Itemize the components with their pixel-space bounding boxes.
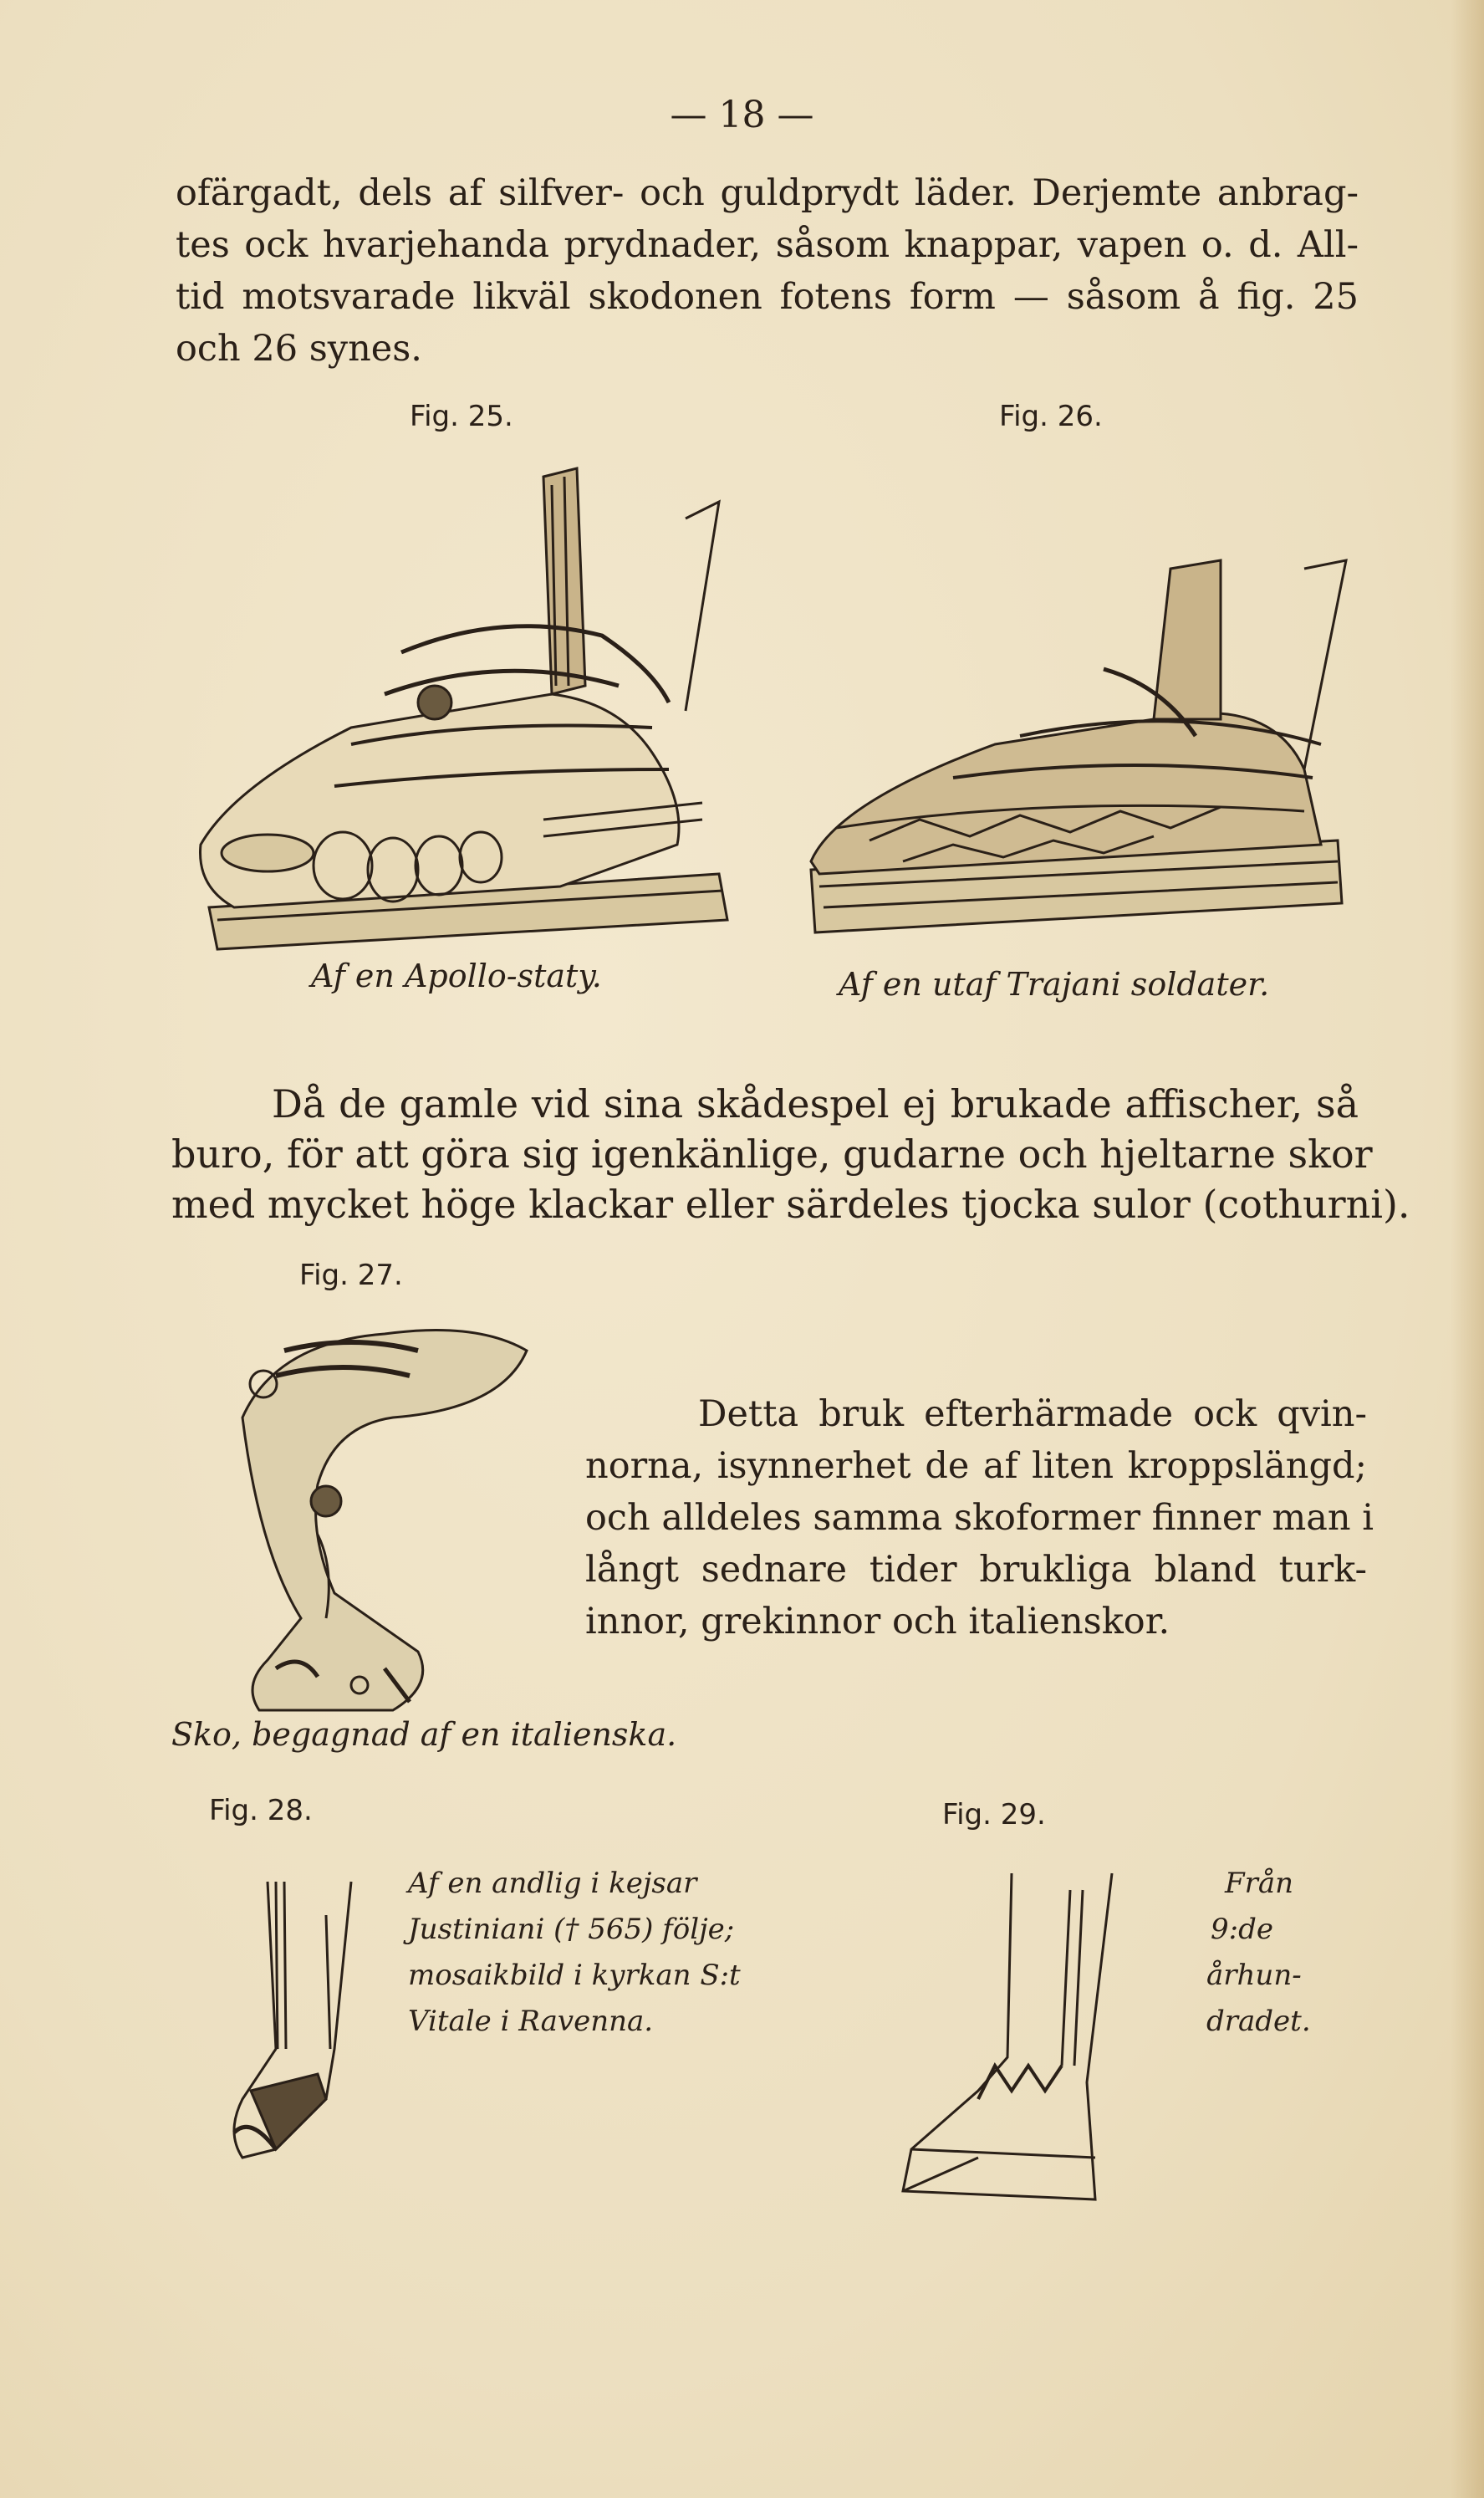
fig28-caption-line: Vitale i Ravenna. — [408, 2005, 654, 2038]
text-line: ofärgadt, dels af silfver- och guldprydt läder. Derjemte anbrag- — [176, 172, 1359, 214]
page-edge-shadow — [1451, 0, 1484, 2498]
fig29-label: Fig. 29. — [942, 1798, 1046, 1831]
fig27-caption: Sko, begagnad af en italienska. — [171, 1716, 677, 1753]
fig28-caption-line: mosaikbild i kyrkan S:t — [408, 1959, 741, 1992]
text-line: långt sednare tider brukliga bland turk- — [585, 1549, 1367, 1591]
text-line: Detta bruk efterhärmade ock qvin- — [698, 1393, 1367, 1435]
fig29-caption-line: dradet. — [1206, 2005, 1311, 2038]
fig26-label: Fig. 26. — [999, 400, 1103, 433]
text-line: och alldeles samma skoformer finner man i — [585, 1497, 1374, 1539]
fig29-caption-line: århun- — [1206, 1959, 1302, 1992]
fig28-mosaic-shoe-illustration — [226, 1882, 376, 2166]
text-line: innor, grekinnor och italienskor. — [585, 1601, 1170, 1642]
text-line: tid motsvarade likväl skodonen fotens form — såsom å fig. 25 — [176, 276, 1359, 318]
fig29-caption-line: Från — [1225, 1867, 1294, 1900]
fig25-caption: Af en Apollo-staty. — [311, 958, 602, 994]
fig25-sandal-illustration — [184, 452, 752, 953]
fig27-high-heeled-shoe-illustration — [226, 1317, 535, 1719]
fig28-caption-line: Justiniani († 565) följe; — [408, 1913, 735, 1946]
text-line: Då de gamle vid sina skådespel ej brukade affischer, så — [272, 1081, 1359, 1126]
fig26-caption: Af en utaf Trajani soldater. — [839, 966, 1270, 1003]
text-line: och 26 synes. — [176, 328, 422, 370]
text-line: med mycket höge klackar eller särdeles tjocka sulor (cothurni). — [171, 1182, 1410, 1227]
fig28-label: Fig. 28. — [209, 1794, 313, 1827]
text-line: norna, isynnerhet de af liten kroppslängd; — [585, 1445, 1367, 1487]
text-line: buro, för att göra sig igenkänlige, gudarne och hjeltarne skor — [171, 1132, 1373, 1177]
page-number: — 18 — — [670, 94, 814, 136]
fig26-soldier-shoe-illustration — [803, 552, 1354, 953]
fig25-label: Fig. 25. — [410, 400, 513, 433]
fig29-caption-line: 9:de — [1211, 1913, 1273, 1946]
fig29-boot-illustration — [895, 1873, 1129, 2208]
text-line: tes ock hvarjehanda prydnader, såsom knappar, vapen o. d. All- — [176, 224, 1359, 266]
fig28-caption-line: Af en andlig i kejsar — [408, 1867, 697, 1900]
fig27-label: Fig. 27. — [299, 1259, 403, 1292]
